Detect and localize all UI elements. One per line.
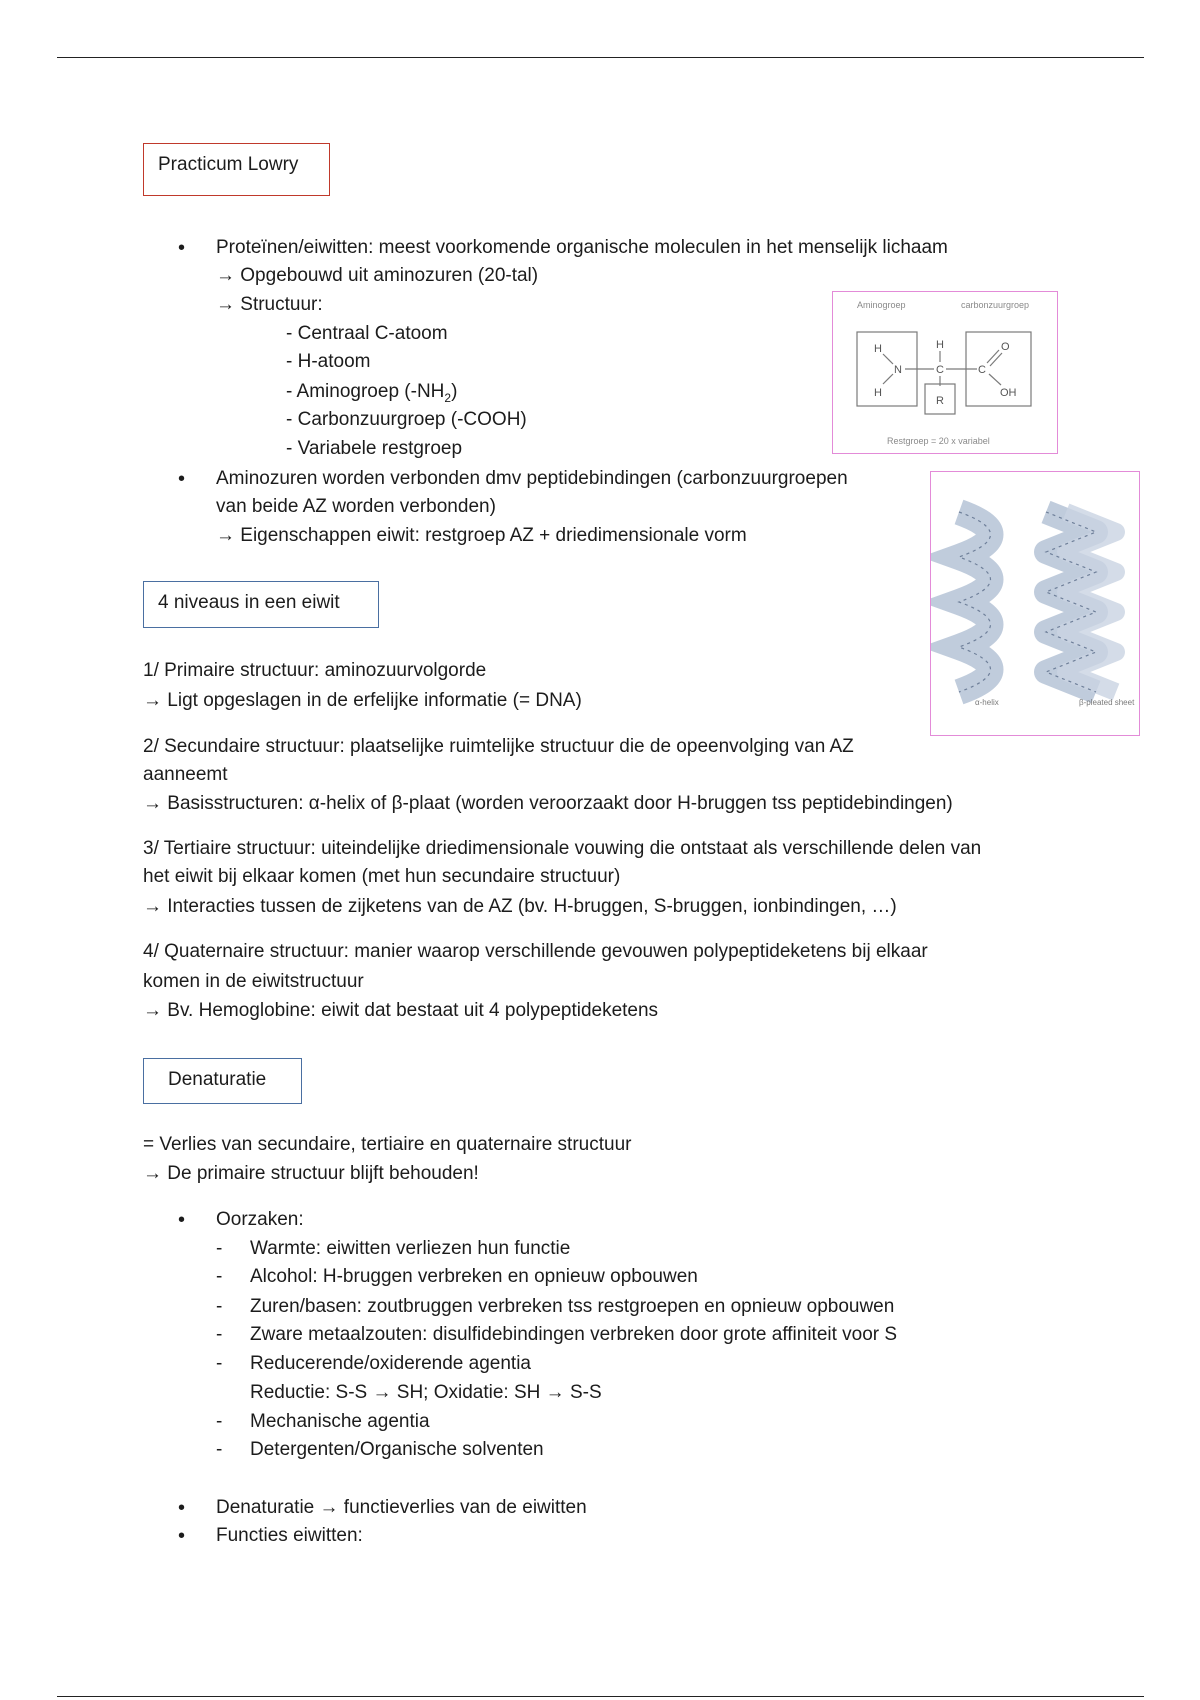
bond-double xyxy=(987,350,999,363)
cause-item: Warmte: eiwitten verliezen hun functie xyxy=(250,1238,571,1259)
atom-h: H xyxy=(874,387,882,399)
subscript: 2 xyxy=(444,390,452,405)
level-quaternary-cont: komen in de eiwitstructuur xyxy=(143,971,364,992)
level-primary: 1/ Primaire structuur: aminozuurvolgorde xyxy=(143,660,487,681)
atom-n: N xyxy=(894,364,902,376)
bullet-proteins: Proteïnen/eiwitten: meest voorkomende organische moleculen in het menselijk lichaam xyxy=(216,237,948,258)
dash-marker: - xyxy=(216,1439,223,1460)
label-aminogroep: Aminogroep xyxy=(857,300,906,310)
structure-item: - Centraal C-atoom xyxy=(286,323,448,344)
dash-marker: - xyxy=(216,1324,223,1345)
bullet-peptide: Aminozuren worden verbonden dmv peptidebindingen (carbonzuurgroepen xyxy=(216,468,848,489)
bond xyxy=(883,374,893,384)
bullet-dot: • xyxy=(178,1497,186,1519)
cause-item: Reducerende/oxiderende agentia xyxy=(250,1353,531,1374)
heading-denaturatie xyxy=(143,1058,302,1104)
dash-marker: - xyxy=(216,1238,223,1259)
dash-marker: - xyxy=(216,1353,223,1374)
dash-marker: - xyxy=(216,1411,223,1432)
label-restgroep: Restgroep = 20 x variabel xyxy=(887,436,990,446)
dash-marker: - xyxy=(216,1266,223,1287)
atom-h: H xyxy=(936,339,944,351)
arrow-line: → Structuur: xyxy=(216,294,323,315)
structure-item: - Variabele restgroep xyxy=(286,438,463,459)
cause-item: Zuren/basen: zoutbruggen verbreken tss restgroepen en opnieuw opbouwen xyxy=(250,1296,895,1317)
bond xyxy=(989,374,1001,385)
bullet-dot: • xyxy=(178,1209,186,1231)
arrow-line: → Basisstructuren: α-helix of β-plaat (worden veroorzaakt door H-bruggen tss peptidebindingen) xyxy=(143,793,953,814)
atom-c: C xyxy=(936,364,944,376)
bullet-denaturation: Denaturatie → functieverlies van de eiwitten xyxy=(216,1497,587,1518)
label-alpha-helix: α-helix xyxy=(975,698,999,707)
cause-item: Alcohol: H-bruggen verbreken en opnieuw opbouwen xyxy=(250,1266,698,1287)
header-rule xyxy=(57,57,1144,58)
footer-rule xyxy=(57,1696,1144,1697)
arrow-line: → Bv. Hemoglobine: eiwit dat bestaat uit 4 polypeptideketens xyxy=(143,1000,659,1021)
amino-acid-figure xyxy=(832,291,1058,454)
dash-marker: - xyxy=(216,1296,223,1317)
helix-sheet-diagram xyxy=(931,472,1139,735)
heading-4-niveaus xyxy=(143,581,379,628)
cause-item: Zware metaalzouten: disulfidebindingen verbreken door grote affiniteit voor S xyxy=(250,1324,898,1345)
bond-double xyxy=(990,353,1002,366)
causes-heading: Oorzaken: xyxy=(216,1209,304,1230)
arrow-line: → Eigenschappen eiwit: restgroep AZ + driedimensionale vorm xyxy=(216,525,747,546)
level-tertiary-cont: het eiwit bij elkaar komen (met hun secundaire structuur) xyxy=(143,866,621,887)
heading-practicum-lowry xyxy=(143,143,330,196)
label-carbonzuurgroep: carbonzuurgroep xyxy=(961,300,1030,310)
atom-r: R xyxy=(936,395,944,407)
bullet-dot: • xyxy=(178,468,186,490)
arrow-line: → Opgebouwd uit aminozuren (20-tal) xyxy=(216,265,539,286)
heading-text: Denaturatie xyxy=(168,1069,267,1090)
heading-text: Practicum Lowry xyxy=(158,154,299,175)
bullet-peptide-cont: van beide AZ worden verbonden) xyxy=(216,496,496,517)
atom-o: O xyxy=(1001,341,1010,353)
beta-sheet-ribbon xyxy=(1046,512,1116,692)
heading-text: 4 niveaus in een eiwit xyxy=(158,592,340,613)
structure-item-text: - Aminogroep (-NH xyxy=(286,381,445,402)
arrow-line: → De primaire structuur blijft behouden! xyxy=(143,1163,479,1184)
level-quaternary: 4/ Quaternaire structuur: manier waarop verschillende gevouwen polypeptideketens bij elkaar xyxy=(143,941,928,962)
level-secondary: 2/ Secundaire structuur: plaatselijke ruimtelijke structuur die de opeenvolging van AZ xyxy=(143,736,854,757)
bullet-dot: • xyxy=(178,1525,186,1547)
atom-h: H xyxy=(874,343,882,355)
helix-sheet-figure xyxy=(930,471,1140,736)
cause-item: Detergenten/Organische solventen xyxy=(250,1439,544,1460)
amino-acid-diagram xyxy=(833,292,1057,453)
bullet-dot: • xyxy=(178,237,186,259)
structure-item-text: ) xyxy=(451,381,458,402)
arrow-line: → Interacties tussen de zijketens van de AZ (bv. H-bruggen, S-bruggen, ionbindingen, …) xyxy=(143,896,897,917)
level-secondary-cont: aanneemt xyxy=(143,764,228,785)
cause-item-detail: Reductie: S-S → SH; Oxidatie: SH → S-S xyxy=(250,1382,602,1403)
arrow-line: → Ligt opgeslagen in de erfelijke informatie (= DNA) xyxy=(143,690,582,711)
structure-item: - H-atoom xyxy=(286,351,371,372)
cause-item: Mechanische agentia xyxy=(250,1411,430,1432)
denaturation-definition: = Verlies van secundaire, tertiaire en quaternaire structuur xyxy=(143,1134,632,1155)
bond xyxy=(883,354,893,364)
alpha-helix-ribbon xyxy=(959,512,991,692)
atom-oh: OH xyxy=(1000,387,1017,399)
structure-item: - Carbonzuurgroep (-COOH) xyxy=(286,409,527,430)
level-tertiary: 3/ Tertiaire structuur: uiteindelijke driedimensionale vouwing die ontstaat als verschillende delen van xyxy=(143,838,982,859)
bullet-functions: Functies eiwitten: xyxy=(216,1525,363,1546)
label-beta-sheet: β-pleated sheet xyxy=(1079,698,1135,707)
atom-c: C xyxy=(978,364,986,376)
